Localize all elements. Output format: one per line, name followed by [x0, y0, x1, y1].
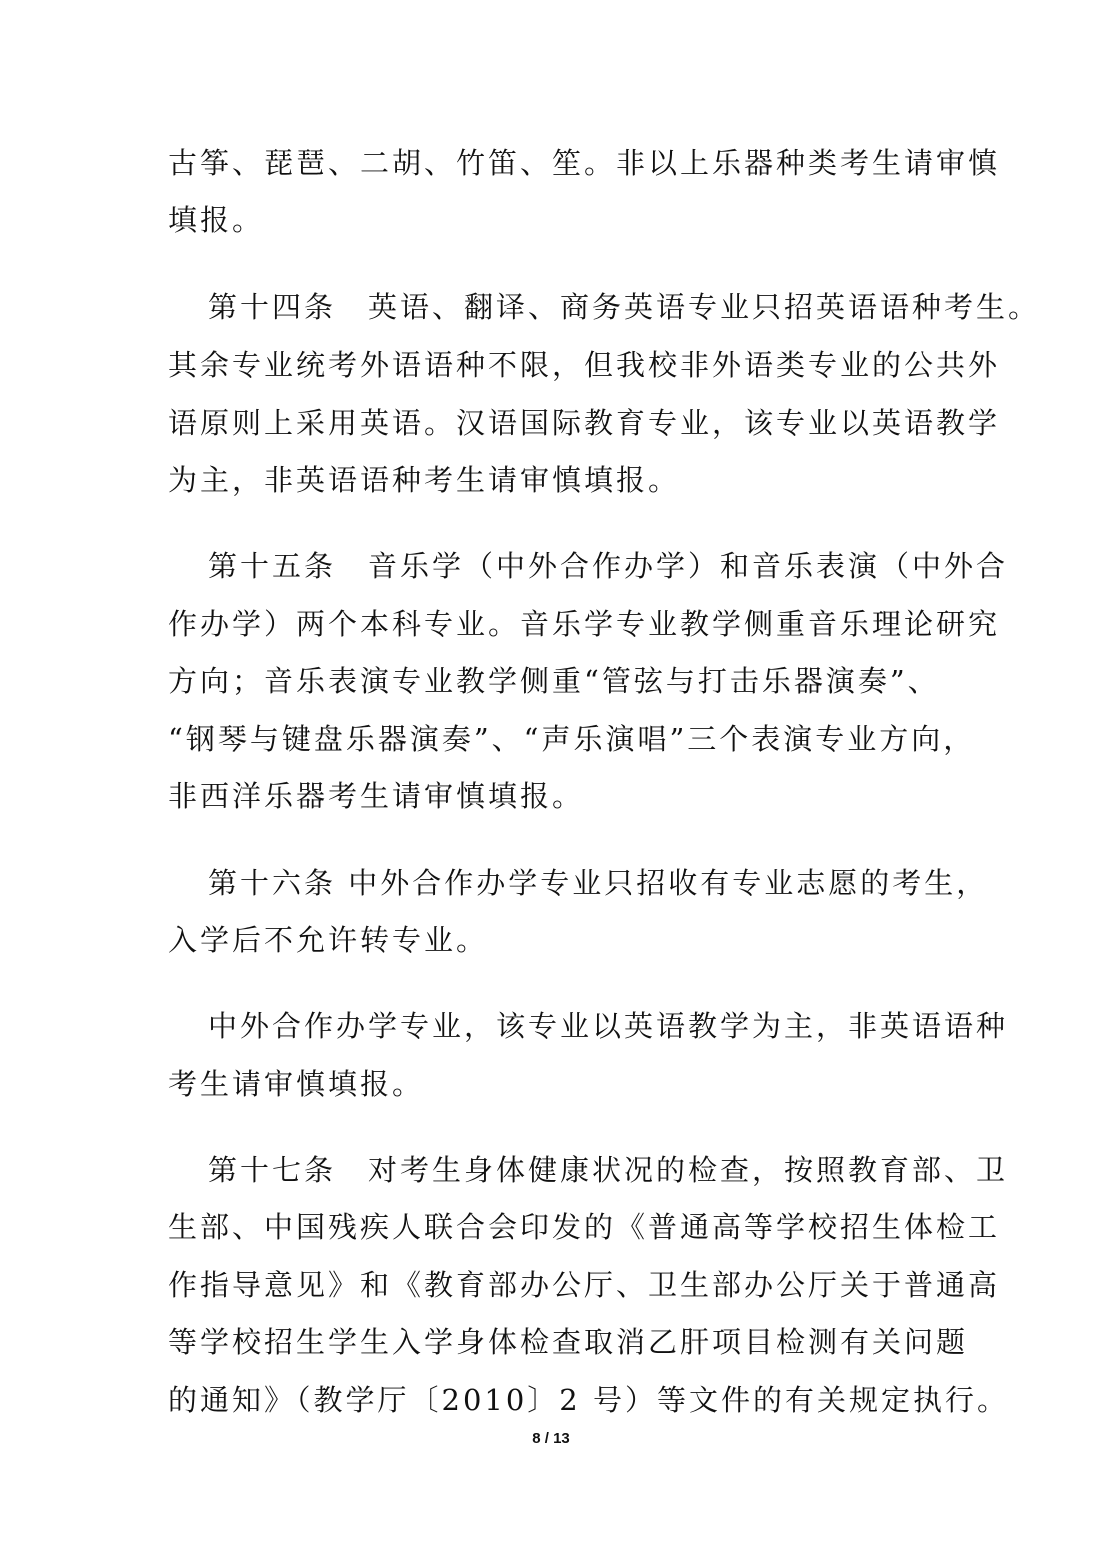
text-line: 第十七条 对考生身体健康状况的检查，按照教育部、卫 — [208, 1153, 1009, 1187]
text-line: 方向；音乐表演专业教学侧重“管弦与打击乐器演奏”、 — [168, 664, 940, 698]
text-line: 考生请审慎填报。 — [168, 1067, 425, 1101]
text-line: 非西洋乐器考生请审慎填报。 — [168, 779, 585, 813]
text-line: 生部、中国残疾人联合会印发的《普通高等学校招生体检工 — [168, 1210, 1001, 1244]
text-line: 第十四条 英语、翻译、商务英语专业只招英语语种考生。 — [208, 290, 1041, 324]
text-line: 第十六条 中外合作办学专业只招收有专业志愿的考生， — [208, 866, 989, 900]
text-line: 古筝、琵琶、二胡、竹笛、笙。非以上乐器种类考生请审慎 — [168, 146, 1001, 180]
text-line: 入学后不允许转专业。 — [168, 923, 489, 957]
text-line: 填报。 — [168, 203, 265, 237]
text-line: 中外合作办学专业，该专业以英语教学为主，非英语语种 — [208, 1009, 1009, 1043]
text-line: 等学校招生学生入学身体检查取消乙肝项目检测有关问题 — [168, 1325, 969, 1359]
text-line: 第十五条 音乐学（中外合作办学）和音乐表演（中外合 — [208, 549, 1009, 583]
text-line: 为主，非英语语种考生请审慎填报。 — [168, 463, 681, 497]
text-line: 的通知》（教学厅〔2010〕2 号）等文件的有关规定执行。 — [168, 1383, 1009, 1417]
page-number: 8 / 13 — [532, 1430, 570, 1447]
text-line: 作指导意见》和《教育部办公厅、卫生部办公厅关于普通高 — [168, 1268, 1001, 1302]
text-line: 语原则上采用英语。汉语国际教育专业，该专业以英语教学 — [168, 406, 1001, 440]
text-line: “钢琴与键盘乐器演奏”、“声乐演唱”三个表演专业方向， — [168, 722, 976, 756]
text-line: 其余专业统考外语语种不限，但我校非外语类专业的公共外 — [168, 348, 1001, 382]
text-line: 作办学）两个本科专业。音乐学专业教学侧重音乐理论研究 — [168, 607, 1001, 641]
